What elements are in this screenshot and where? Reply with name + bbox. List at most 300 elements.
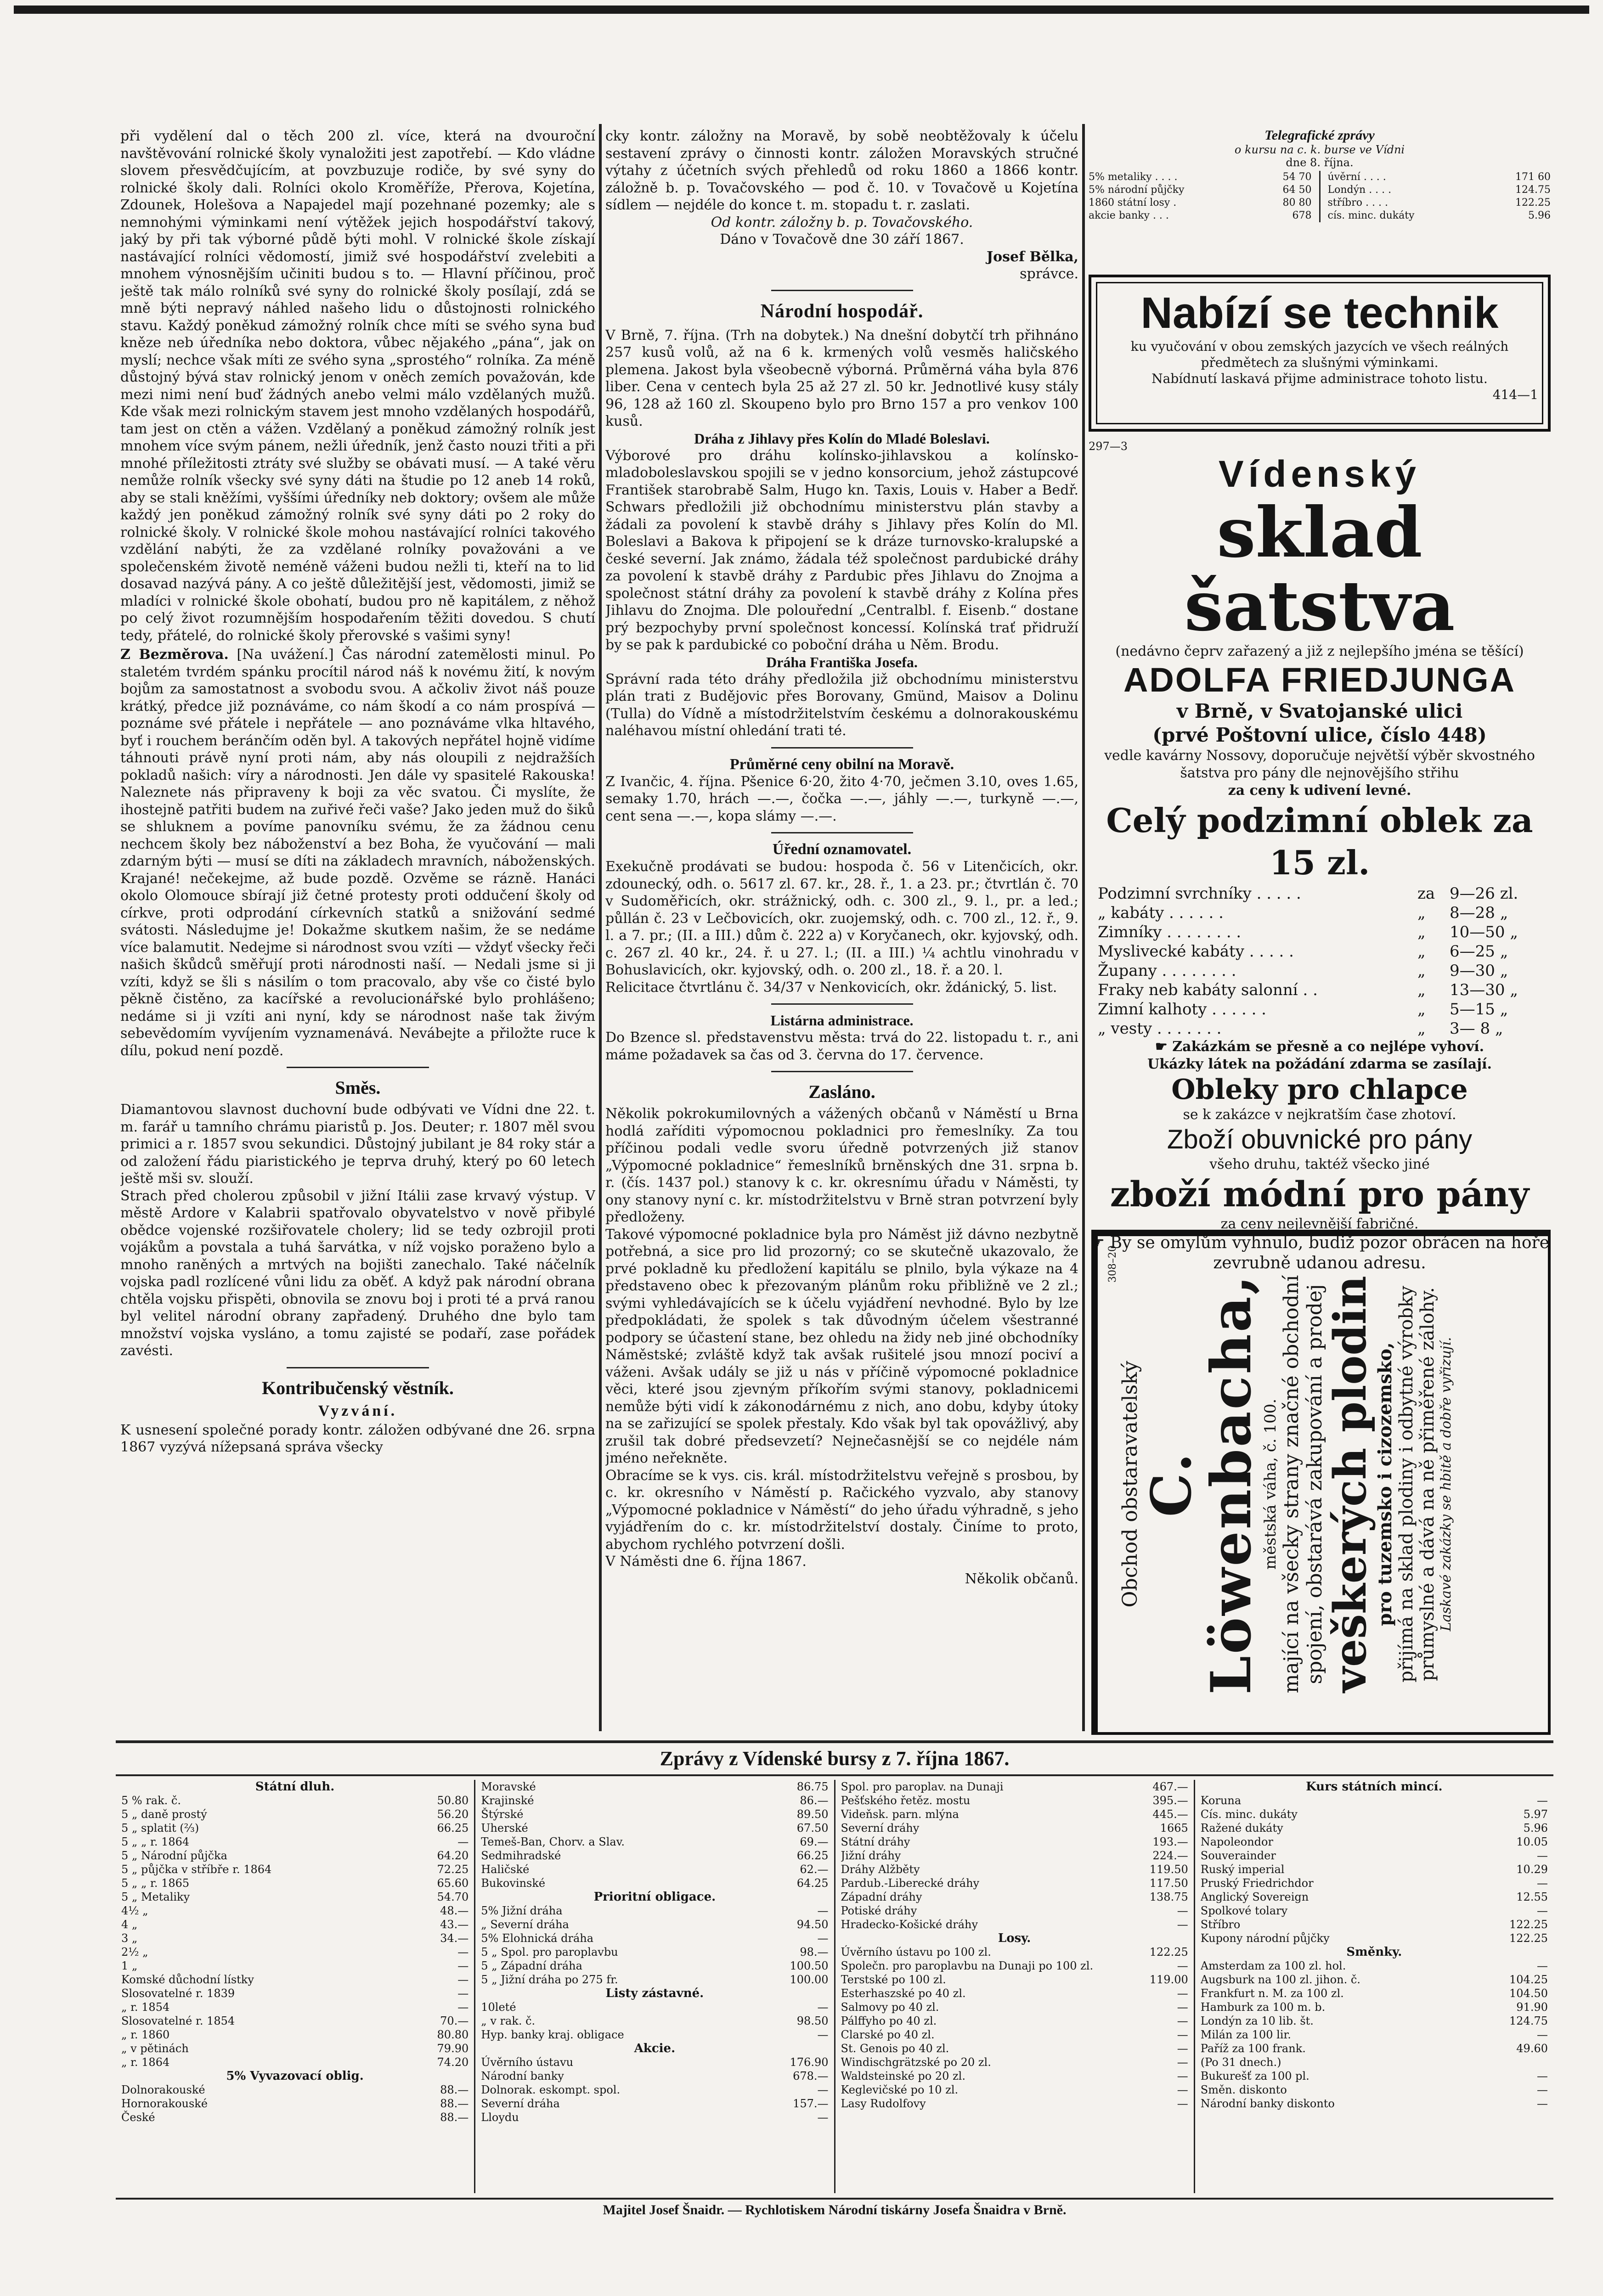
row-label: Spolkové tolary [1200,1904,1288,1917]
row-label: Moravské [481,1780,536,1793]
bursa-row [841,2055,1188,2069]
row-label: 5 „ „ r. 1864 [121,1835,190,1848]
row-label: Amsterdam za 100 zl. hol. [1200,1959,1346,1972]
bursa-row [121,1863,468,1876]
row-value: — [1177,1904,1188,1917]
row-value: 678.— [793,2070,829,2082]
row-label: 5% Jižní dráha [481,1904,563,1917]
bursa-row [121,1945,468,1959]
row-label: Dráhy Alžběty [841,1863,920,1876]
row-value: 445.— [1152,1808,1188,1821]
row-label: 5 „ splatit (⅔) [121,1822,199,1835]
price-za: za [1417,884,1435,903]
row-value: — [1537,2028,1548,2041]
row-value: — [1177,1987,1188,2000]
row-label: Potiské dráhy [841,1904,917,1917]
bursa-row [841,2042,1188,2055]
bursa-row [121,2000,468,2014]
article-draha-frantiska: Správní rada této dráhy předložila již obchodnímu ministerstvu plán trati z Budějovic přes Borovany, Gmünd, Maisov a Dolinu (Tulla) do Vídně a místodržitelstvím českému a dolnorakouskému naléhavou místní ohledání trati té. [605,671,1078,739]
row-value: 678 [1292,210,1312,221]
row-value: — [817,2083,829,2096]
price-item: Zimníky . . . . . . . . [1098,923,1242,941]
price-row [1098,942,1541,961]
row-label: 5 „ Jižní dráha po 275 fr. [481,1973,618,1986]
telegraf-row [1328,171,1551,184]
row-label: Napoleondor [1200,1835,1273,1848]
row-value: — [457,1987,469,2000]
bursa-row [121,1973,468,1986]
bursa-row [481,2055,828,2069]
heading-listarna: Listárna administrace. [770,1012,914,1029]
ad-lw-l2: městská váha, č. 100. [1261,1398,1280,1570]
row-label: akcie banky . . . [1089,210,1169,221]
price-value: 3— 8 „ [1450,1019,1503,1038]
ad-vid-obuv: Zboží obuvnické pro pány [1167,1125,1473,1154]
row-label: Pálffyho po 40 zl. [841,2015,937,2027]
ad-lw-l7: přijímá na sklad plodiny i odbytné výrobky [1396,1286,1417,1683]
bursa-row [121,2110,468,2124]
row-label: Úvěrního ústavu po 100 zl. [841,1946,991,1958]
table-heading: Listy zástavné. [605,1986,704,2000]
row-value: 64.25 [796,1877,829,1890]
bursa-row [481,1959,828,1973]
bursa-row [121,2055,468,2069]
price-item: Fraky neb kabáty salonní . . [1098,981,1318,999]
price-za: „ [1417,904,1426,922]
row-value: 104.25 [1509,1973,1548,1986]
ad-lw-l4: spojení, obstarává zakupování a prodej [1303,1284,1326,1684]
bursa-row [121,2097,468,2110]
row-label: „ r. 1854 [121,2001,170,2014]
row-label: Keglevičské po 10 zl. [841,2083,959,2096]
row-label: Bukurešť za 100 pl. [1200,2070,1309,2082]
bursa-row [1201,1835,1548,1849]
row-label: Frankfurt n. M. za 100 zl. [1200,1987,1344,2000]
row-label: 5 „ Západní dráha [481,1959,582,1972]
row-label: Uherské [481,1822,528,1835]
row-label: Pešťského řetěz. mostu [841,1794,971,1807]
price-value: 6—25 „ [1450,942,1508,961]
article-rolnicka-skola: při vydělení dal o těch 200 zl. více, která na dvouroční navštěvování rolnické školy vynaložiti jest zapotřebí. — Kdo vládne slovem přesvědčujícím, at povzbuzuje rodiče, by své syny do rolnické školy dali. Rolníci okolo Kroměříže, Přerova, Kojetína, Zdounek, Holešova a Napajedel mají pozehnané pozemky; ale s nemnohými výminkami není výtěžek jejich hospodářství takový, jaký by při tak výborné půdě býti mohl. V rolnické škole získají nastávající rolníci vědomostí, jimiž své hospodářství zvelebiti a mnohem výnosnějším učiniti budou s to. — Hlavní příčinou, proč ještě tak málo rolníků své syny do rolnické školy posílají, zdá se mně býti nepravý náhled našeho lidu o důstojnosti rolnického stavu. Každý poněkud zámožný rolník chce míti se svého syna buď kněze neb úředníka nebo doktora, vůbec nějakého „pána“, jak on myslí; nechce však míti ze svého syna „sprostého“ rolníka. Za méně důstojný bývá stav rolnický jenom v oněch zemích považován, kde mezi nimi není buď žádných anebo velmi málo vzdělaných mužů. Kde však mezi rolnickým stavem jest mnoho vzdělaných hospodářů, tam jest on ctěn a vážen. Vzdělaný a poněkud zámožný rolník jest mnohem více svým pánem, nežli úředník, jenž často nouzi třiti a při mnohé příležitosti ztráty své služby se obávati musí. — A také věru nemůže rolník všecky své syny dáti na študie po 12 aneb 14 roků, aby se stali kněžími, vyššími úředníky neb doktory; ovšem ale může každý jen poněkud zámožný rolník své syny dáti po 2 roky do rolnické školy. V rolnické škole mohou nastávající rolníci takového vzdělání nabýti, že za vzdělané rolníky považováni a ve společenském životě neméně váženi budou nežli ti, kteří na to lid dosavad nazývá pány. A co ještě důležitější jest, vědomosti, jimiž se mladíci v rolnické škole obohatí, budou pro ně kapitálem, z něhož po celý život rozumnějším hospodařením těžiti dovedou. S chutí tedy, přátelé, do rolnické školy přerovské s vašimi syny! [120,128,595,644]
row-label: 1860 státní losy . [1089,197,1177,208]
bursa-row [1201,2014,1548,2028]
ad-lw-l9: Laskavé zakázky se hbitě a dobře vyřizují. [1438,1337,1454,1632]
row-label: Stříbro [1200,1918,1241,1931]
bursa-row [481,1794,828,1807]
row-label: Úvěrního ústavu [481,2056,574,2069]
table-heading: Losy. [998,1931,1031,1945]
article-zaslano-2: Takové výpomocné pokladnice byla pro Náměst již dávno nezbytně potřebná, a sice pro lid prozorný; co se skutečně ukazovalo, že prvé pokladně ku předložení kapitálu se plnilo, byla výkaze na 4 představeno obec k přezovaným plánům roku přibližně ve 2 zl.; svými vyhledávajících se k účelu vyjádření nevhodné. Bylo by lze předpokládati, že spolek s tak důvodným účelem všestranné podpory se účastení stane, bez ohledu na židy neb jiné obchodníky Náměstské; zvláště když tak avšak rušitelé jsou mnozí pociví a váženi. Avšak udály se již u nás v příčině výpomocné pokladnice věci, které jsou zjevným příkořím svými stanovy, pokladnicemi nemůže býti vidí k zákonodárnému z nich, ano dobu, kdyby útoky na se zařizující se spolek přestaly. Kdo však byl tak opovážlivý, aby zrušil tak dobré předsevzetí? Nejnečasnější se co nejdéle nám jméno neřekněte. [605,1226,1078,1466]
row-label: 5% metaliky . . . . [1089,171,1178,183]
telegraf-row [1089,197,1312,209]
ad-lw-l8: průmyslné a dává na ně přiměřené zálohy. [1417,1287,1438,1681]
row-value: 64.20 [437,1849,469,1862]
row-value: 50.80 [437,1794,469,1807]
row-label: Ruský imperial [1200,1863,1285,1876]
price-value: 5—15 „ [1450,1000,1508,1019]
row-value: 80 80 [1282,197,1312,208]
bursa-row [841,1918,1188,1931]
bursa-row [1201,1794,1548,1807]
row-label: Ražené dukáty [1200,1822,1283,1835]
article-relicitace: Relicitace čtvrtlánu č. 34/37 v Nenkovicích, okr. ždánický, 5. list. [605,979,1057,996]
row-value: — [1177,2042,1188,2055]
row-value: 89.50 [796,1808,829,1821]
bursa-row [1201,2042,1548,2055]
heading-uredni: Úřední oznamovatel. [772,841,912,858]
row-value: 117.50 [1149,1877,1188,1890]
bursa-row [121,2028,468,2042]
price-za: „ [1417,981,1426,999]
ad-vid-firm: ADOLFA FRIEDJUNGA [1123,661,1516,699]
row-label: Bukovinské [481,1877,546,1890]
row-value: 88.— [440,2097,469,2110]
row-value: — [1537,1794,1548,1807]
bursa-col-4 [1195,1780,1553,2193]
ad-lw-l5: veškerých plodin [1324,1276,1376,1693]
row-value: 5.96 [1523,1822,1548,1835]
ad-lw-l1: Obchod obstaravatelský [1118,1361,1142,1608]
row-label: Lasy Rudolfovy [841,2097,926,2110]
row-value: — [1177,1959,1188,1972]
bursa-row [121,1807,468,1821]
divider [771,290,913,291]
row-value: — [1537,1877,1548,1890]
row-label: 4 „ [121,1918,138,1931]
row-label: St. Genois po 40 zl. [841,2042,949,2055]
price-item: Podzimní svrchníky . . . . . [1098,884,1301,903]
row-value: — [817,1904,829,1917]
bursa-row [481,1931,828,1945]
bursa-row [1201,2028,1548,2042]
row-label: „ v rak. č. [481,2015,536,2027]
signature-role: správce. [1020,265,1078,282]
row-label: Dolnorak. eskompt. spol. [481,2083,621,2096]
ad-vid-addr: (prvé Poštovní ulice, číslo 448) [1152,724,1487,746]
row-value: 119.00 [1149,1973,1188,1986]
bursa-row [841,1849,1188,1863]
bursa-row [841,2028,1188,2042]
row-label: „ r. 1860 [121,2028,170,2041]
table-heading: Státní dluh. [255,1780,335,1794]
row-label: 2½ „ [121,1946,148,1958]
bursa-row [481,1835,828,1849]
bursa-row [481,1973,828,1986]
price-value: 10—50 „ [1450,923,1518,941]
ad-technik-body: ku vyučování v obou zemských jazycích ve všech reálných předmětech za slušnými výminkami. [1130,339,1509,370]
bursa-row [841,2097,1188,2110]
ad-vid-chlapce: Obleky pro chlapce [1171,1074,1468,1106]
row-value: 10.05 [1516,1835,1548,1848]
bursa-row [481,1821,828,1835]
row-label: 5 „ Spol. pro paroplavbu [481,1946,618,1958]
row-label: Videňsk. parn. mlýna [841,1808,959,1821]
table-heading: Akcie. [634,2042,676,2055]
row-value: 124.75 [1515,184,1551,196]
price-item: „ kabáty . . . . . . [1098,904,1224,922]
article-na-uvazeni [120,646,595,1059]
row-label: Směn. diskonto [1200,2083,1287,2096]
ad-technik [1089,275,1551,432]
column-2 [605,128,1078,1739]
price-row [1098,1000,1541,1019]
price-list [1089,884,1551,1038]
price-za: „ [1417,1019,1426,1038]
telegraf-divider [1319,171,1321,222]
table-heading: Směnky. [1346,1945,1402,1959]
top-border [14,6,1589,14]
row-value: 74.20 [437,2056,469,2069]
row-value: 10.29 [1516,1863,1548,1876]
row-value: 193.— [1152,1835,1188,1848]
bursa-row [481,2028,828,2042]
bursa-row [481,2083,828,2097]
row-label: „ r. 1864 [121,2056,170,2069]
ad-vid-obuv2: všeho druhu, taktéž všecko jiné [1209,1156,1430,1172]
row-label: Souverainder [1200,1849,1276,1862]
bursa-row [1201,1904,1548,1918]
row-value: 67.50 [796,1822,829,1835]
row-label: Hyp. banky kraj. obligace [481,2028,624,2041]
table-heading: 5% Vyvazovací oblig. [226,2069,364,2083]
row-label: 3 „ [121,1932,138,1945]
row-value: 12.55 [1516,1891,1548,1903]
column-rule [599,124,602,1731]
row-value: 104.50 [1509,1987,1548,2000]
row-value: — [1177,2015,1188,2027]
row-value: 66.25 [437,1822,469,1835]
ad-lowenbach [1091,1230,1551,1735]
place-header: Z Bezměrova. [120,647,229,663]
telegraf-subtitle: o kursu na c. k. burse ve Vídni [1234,143,1405,156]
bursa-title: Zprávy z Vídenské bursy z 7. října 1867. [660,1747,1010,1770]
ad-technik-body2: Nabídnutí laskavá přijme administrace tohoto listu. [1151,371,1488,386]
section-kontribucensky: Kontribučenský věstník. [262,1377,454,1398]
row-value: 224.— [1152,1849,1188,1862]
price-row [1098,980,1541,1000]
row-label: cís. minc. dukáty [1327,210,1415,221]
column-1 [120,128,595,1744]
row-value: — [457,1973,469,1986]
column-3 [1089,128,1551,1735]
ad-lw-name: C. Löwenbacha, [1139,1273,1264,1695]
row-value: — [817,2001,829,2014]
row-value: 122.25 [1509,1918,1548,1931]
bursa-row [841,1863,1188,1876]
row-value: 80.80 [437,2028,469,2041]
bursa-row [121,1849,468,1863]
row-value: 54.70 [437,1891,469,1903]
price-value: 8—28 „ [1450,904,1508,922]
row-label: Komské důchodní lístky [121,1973,254,1986]
row-value: 48.— [440,1904,469,1917]
row-value: — [1537,1959,1548,1972]
row-value: — [1177,2097,1188,2110]
bursa-row [1201,2000,1548,2014]
signature-name: Josef Bělka, [986,248,1078,265]
zaslano-date: V Náměsti dne 6. října 1867. [605,1553,807,1570]
telegraf-left [1089,171,1312,222]
bursa-table [116,1780,1553,2193]
signature-zalozna: Od kontr. záložny b. p. Tovačovského. [711,214,973,231]
footer-rule [116,2198,1553,2200]
bursa-top-rule [116,1740,1553,1743]
price-value: 9—30 „ [1450,962,1508,980]
telegraf-row [1328,184,1551,197]
ad-lw-code: 308–20 [1107,1245,1118,1283]
bursa-row [481,2069,828,2083]
row-label: 5 „ půjčka v stříbře r. 1864 [121,1863,272,1876]
bursa-row [841,1821,1188,1835]
row-label: Salmovy po 40 zl. [841,2001,939,2014]
row-value: — [1537,1904,1548,1917]
ad-vid-oblek: Celý podzimní oblek za 15 zl. [1106,801,1533,882]
row-value: 56.20 [437,1808,469,1821]
ad-lw-l6: pro tuzemsko i cizozemsko, [1374,1342,1396,1626]
bursa-row [121,1931,468,1945]
bursa-title-rule [116,1774,1553,1776]
row-label: „ Severní dráha [481,1918,569,1931]
ad-vid-line: vedle kavárny Nossovy, doporučuje největší výběr skvostného šatstva pro pány dle nejnovějšího střihu [1104,748,1535,781]
row-value: 138.75 [1149,1891,1188,1903]
telegraf-row [1328,209,1551,222]
divider [771,1003,913,1005]
bursa-row [1201,2083,1548,2097]
bursa-row [841,2014,1188,2028]
bursa-row [1201,1931,1548,1945]
divider [771,1071,913,1072]
row-value: 70.— [440,2015,469,2027]
bursa-row [481,1807,828,1821]
row-value: 100.00 [790,1973,829,1986]
row-label: „ v pětinách [121,2042,189,2055]
divider [287,1367,429,1368]
price-item: „ vesty . . . . . . . [1098,1019,1222,1038]
row-value: 100.50 [790,1959,829,1972]
row-value: — [1537,2083,1548,2096]
bursa-col-1 [116,1780,474,2193]
bursa-row [1201,1863,1548,1876]
row-value: 69.— [800,1835,829,1848]
article-exekuce: Exekučně prodávati se budou: hospoda č. 56 v Litenčicích, okr. zdounecký, odh. o. 5617 zl. 67. kr., 28. ř., 1. a 23. pr.; čtvrtlán č. 70 v Sudoměřicích, okr. strážnický, odh. c. 300 zl., 9. l., pr. a led.; půllán č. 23 v Lečbovicích, okr. zuojemský, odh. c. 700 zl., 12. ř., 9. l. a 7. pr.; (II. a III.) dům č. 222 a) v Koryčanech, okr. kyjovský, odh. c. 267 zl. 40 kr., 24. ř. u 27. l.; (II. a III.) ¼ achtlu vinohradu v Bohuslavicích, okr. kyjovský, odh. o. 200 zl., 18. ř. a 20. l. [605,859,1078,978]
price-za: „ [1417,942,1426,961]
bursa-col-3 [835,1780,1194,2193]
row-label: Hamburk za 100 m. b. [1200,2001,1326,2014]
row-value: — [457,2001,469,2014]
row-label: Dolnorakouské [121,2083,205,2096]
row-label: Národní banky [481,2070,564,2082]
bursa-row [121,1794,468,1807]
bursa-row [121,1821,468,1835]
bursa-col-2 [475,1780,834,2193]
price-row [1098,1019,1541,1038]
bursa-row [1201,2069,1548,2083]
row-label: Temeš-Ban, Chorv. a Slav. [481,1835,625,1848]
bursa-row [1201,1890,1548,1904]
price-item: Zimní kalhoty . . . . . . [1098,1000,1266,1019]
row-label: 5 % rak. č. [121,1794,181,1807]
article-vyzvani: K usnesení společné porady kontr. záložen odbývané dne 26. srpna 1867 vyzývá nížepsaná správa všecky [120,1422,595,1455]
ad-vid-ukazky: Ukázky látek na požádání zdarma se zasílají. [1147,1056,1492,1072]
bursa-row [481,1849,828,1863]
row-value: 91.90 [1516,2001,1548,2014]
row-label: Krajinské [481,1794,534,1807]
row-label: Hornorakouské [121,2097,208,2110]
row-value: — [1537,2070,1548,2082]
ad-vid-title: Vídenský [1218,453,1421,495]
article-listarna: Do Bzence sl. představenstvu města: trvá do 22. listopadu t. r., ani máme požadavek sa čas od 3. června do 17. července. [605,1030,1078,1063]
bursa-row [841,1835,1188,1849]
ad-vid-pozor: ☛ By se omylům vyhnulo, budiž pozor obrácen na hoře zevrubně udanou adresu. [1089,1233,1550,1272]
bursa-row [1201,1876,1548,1890]
row-value: 43.— [440,1918,469,1931]
row-value: 5.97 [1523,1808,1548,1821]
ad-vid-chlapce2: se k zakázce v nejkratším čase zhotoví. [1183,1107,1456,1123]
bursa-row [121,2083,468,2097]
telegraf-date: dne 8. října. [1286,156,1354,169]
ad-vid-zakazky: ☛ Zakázkám se přesně a co nejlépe vyhoví. [1155,1039,1484,1055]
bursa-row [1201,1849,1548,1863]
row-value: 5.96 [1528,210,1551,221]
row-label: stříbro . . . . [1327,197,1388,208]
row-value: — [817,2028,829,2041]
row-label: Společn. pro paroplavbu na Dunaji po 100 zl. [841,1959,1094,1972]
telegraf-title: Telegrafické zprávy [1264,128,1375,143]
price-item: Župany . . . . . . . . [1098,962,1236,980]
row-value: 124.75 [1509,2015,1548,2027]
row-label: Paříž za 100 frank. [1200,2042,1306,2055]
ad-vid-headline: sklad šatstva [1184,492,1455,647]
row-value: 467.— [1152,1780,1188,1793]
bursa-row [121,1986,468,2000]
row-value: 66.25 [796,1849,829,1862]
ad-code: 297—3 [1089,440,1128,453]
bursa-row [1201,1918,1548,1931]
ad-vid-modni2: za ceny nejlevnější fabričné. [1220,1216,1419,1232]
row-label: Augsburk na 100 zl. jihon. č. [1200,1973,1360,1986]
table-heading: Prioritní obligace. [593,1890,716,1904]
row-label: Anglický Sovereign [1200,1891,1309,1903]
heading-prumerne-ceny: Průměrné ceny obilní na Moravě. [729,755,954,773]
row-value: 49.60 [1516,2042,1548,2055]
row-label: Kupony národní půjčky [1200,1932,1330,1945]
article-zaslano-3: Obracíme se k vys. cis. král. místodržitelstvu veřejně s prosbou, by c. kr. okresního v Náměstí p. Račického vyzvalo, aby stanovy „Výpomocné pokladnice v Náměstí“ do jeho úřadu výhradně, s jeho vyjádřením do c. kr. místodržitelství dostaly. Činíme to proto, abychom rychlého potvrzení došli. [605,1467,1078,1553]
row-label: Cís. minc. dukáty [1200,1808,1298,1821]
row-value: 176.90 [790,2056,829,2069]
row-label: Lloydu [481,2111,519,2124]
row-value: — [1177,2083,1188,2096]
article-zaslano-1: Několik pokrokumilovných a vážených občanů v Náměstí u Brna hodlá zaříditi výpomocnou pokladnici pro řemeslníky. Za tou příčinou podali vedle svoru úředně potvrzených již stanov „Výpomocné pokladnice“ řemeslníků brněnských dne 31. srpna b. r. (čís. 1437 pol.) stanovy k c. kr. okresnímu úřadu v Náměsti, ty ony stanovy nyní c. kr. místodržitelstvu v Brně stran potvrzení byly předloženy. [605,1106,1078,1225]
bursa-row [841,1890,1188,1904]
bursa-row [121,2042,468,2055]
bursa-row [481,2014,828,2028]
article-body: Čas národní zatemělosti minul. Po staletém tvrdém spánku procítil národ náš k novému žití, k novým bojům za samostatnost a svobodu svou. A ačkoliv život náš pouze krátký, předce již poznáváme, co nám škodí a co nám prospívá — poznáme své přátele i nepřátele — ano poznáváme vlka hltavého, byť i rouchem beránčím oděn byl. A takových nepřátel hojně vidíme táhnouti právě nyní proti nám, aby nás oloupili z nejdražších pokladů našich: víry a národnosti. Jen dále vy spasitelé Rakouska! Naleznete nás připraveny k boji za věc svatou. Či myslíte, že ihostejně patřiti budem na zuřivé řeči vaše? Jako jeden muž do šiků se shluknem a povíme panovníku svému, že za žádnou cenu nechcem školy bez náboženství a bez Boha, že vyučování — mali zdarným býti — musí se díti na základech mravních, náboženských. Krajané! nečekejme, až bude pozdě. Ozvěme se rázně. Hanáci okolo Olomouce sbírají již četné protesty proti oddučení školy od církve, proti odprodání církevních statků a snižování sedmé svátosti. Následujme je! Dokažme skutkem našim, že se nedáme více balamutit. Nedejme si národnost svou vzíti — vždyť všecky řeči našich škůdců směřují proti národnosti naší. — Nedali jsme si ji vzíti, když se šli s násilím o tom pracovalo, aby vše co čisté bylo pěkně čistěno, za kacířské a revolucionářské bylo prohlášeno; nedáme si ji vzíti ani nyní, kdy se národnost naše tak živým sebevědomím vyvíjením vyznamenává. Nevábejte a přiložte ruce k dílu, pokud není pozdě. [120,647,595,1059]
heading-draha-frantiska: Dráha Františka Josefa. [766,653,918,670]
price-row [1098,884,1541,903]
row-value: 54 70 [1282,171,1312,183]
row-label: Západní dráhy [841,1891,922,1903]
row-value: 65.60 [437,1877,469,1890]
bursa-row [121,1890,468,1904]
bursa-row [481,1918,828,1931]
bursa-row [1201,1807,1548,1821]
ad-lw-l3: mající na všecky strany značné obchodní [1280,1275,1303,1694]
row-value: 98.50 [796,2015,829,2027]
row-value: 122.25 [1509,1932,1548,1945]
row-label: Milán za 100 lir. [1200,2028,1291,2041]
row-value: — [1177,2028,1188,2041]
row-value: 395.— [1152,1794,1188,1807]
